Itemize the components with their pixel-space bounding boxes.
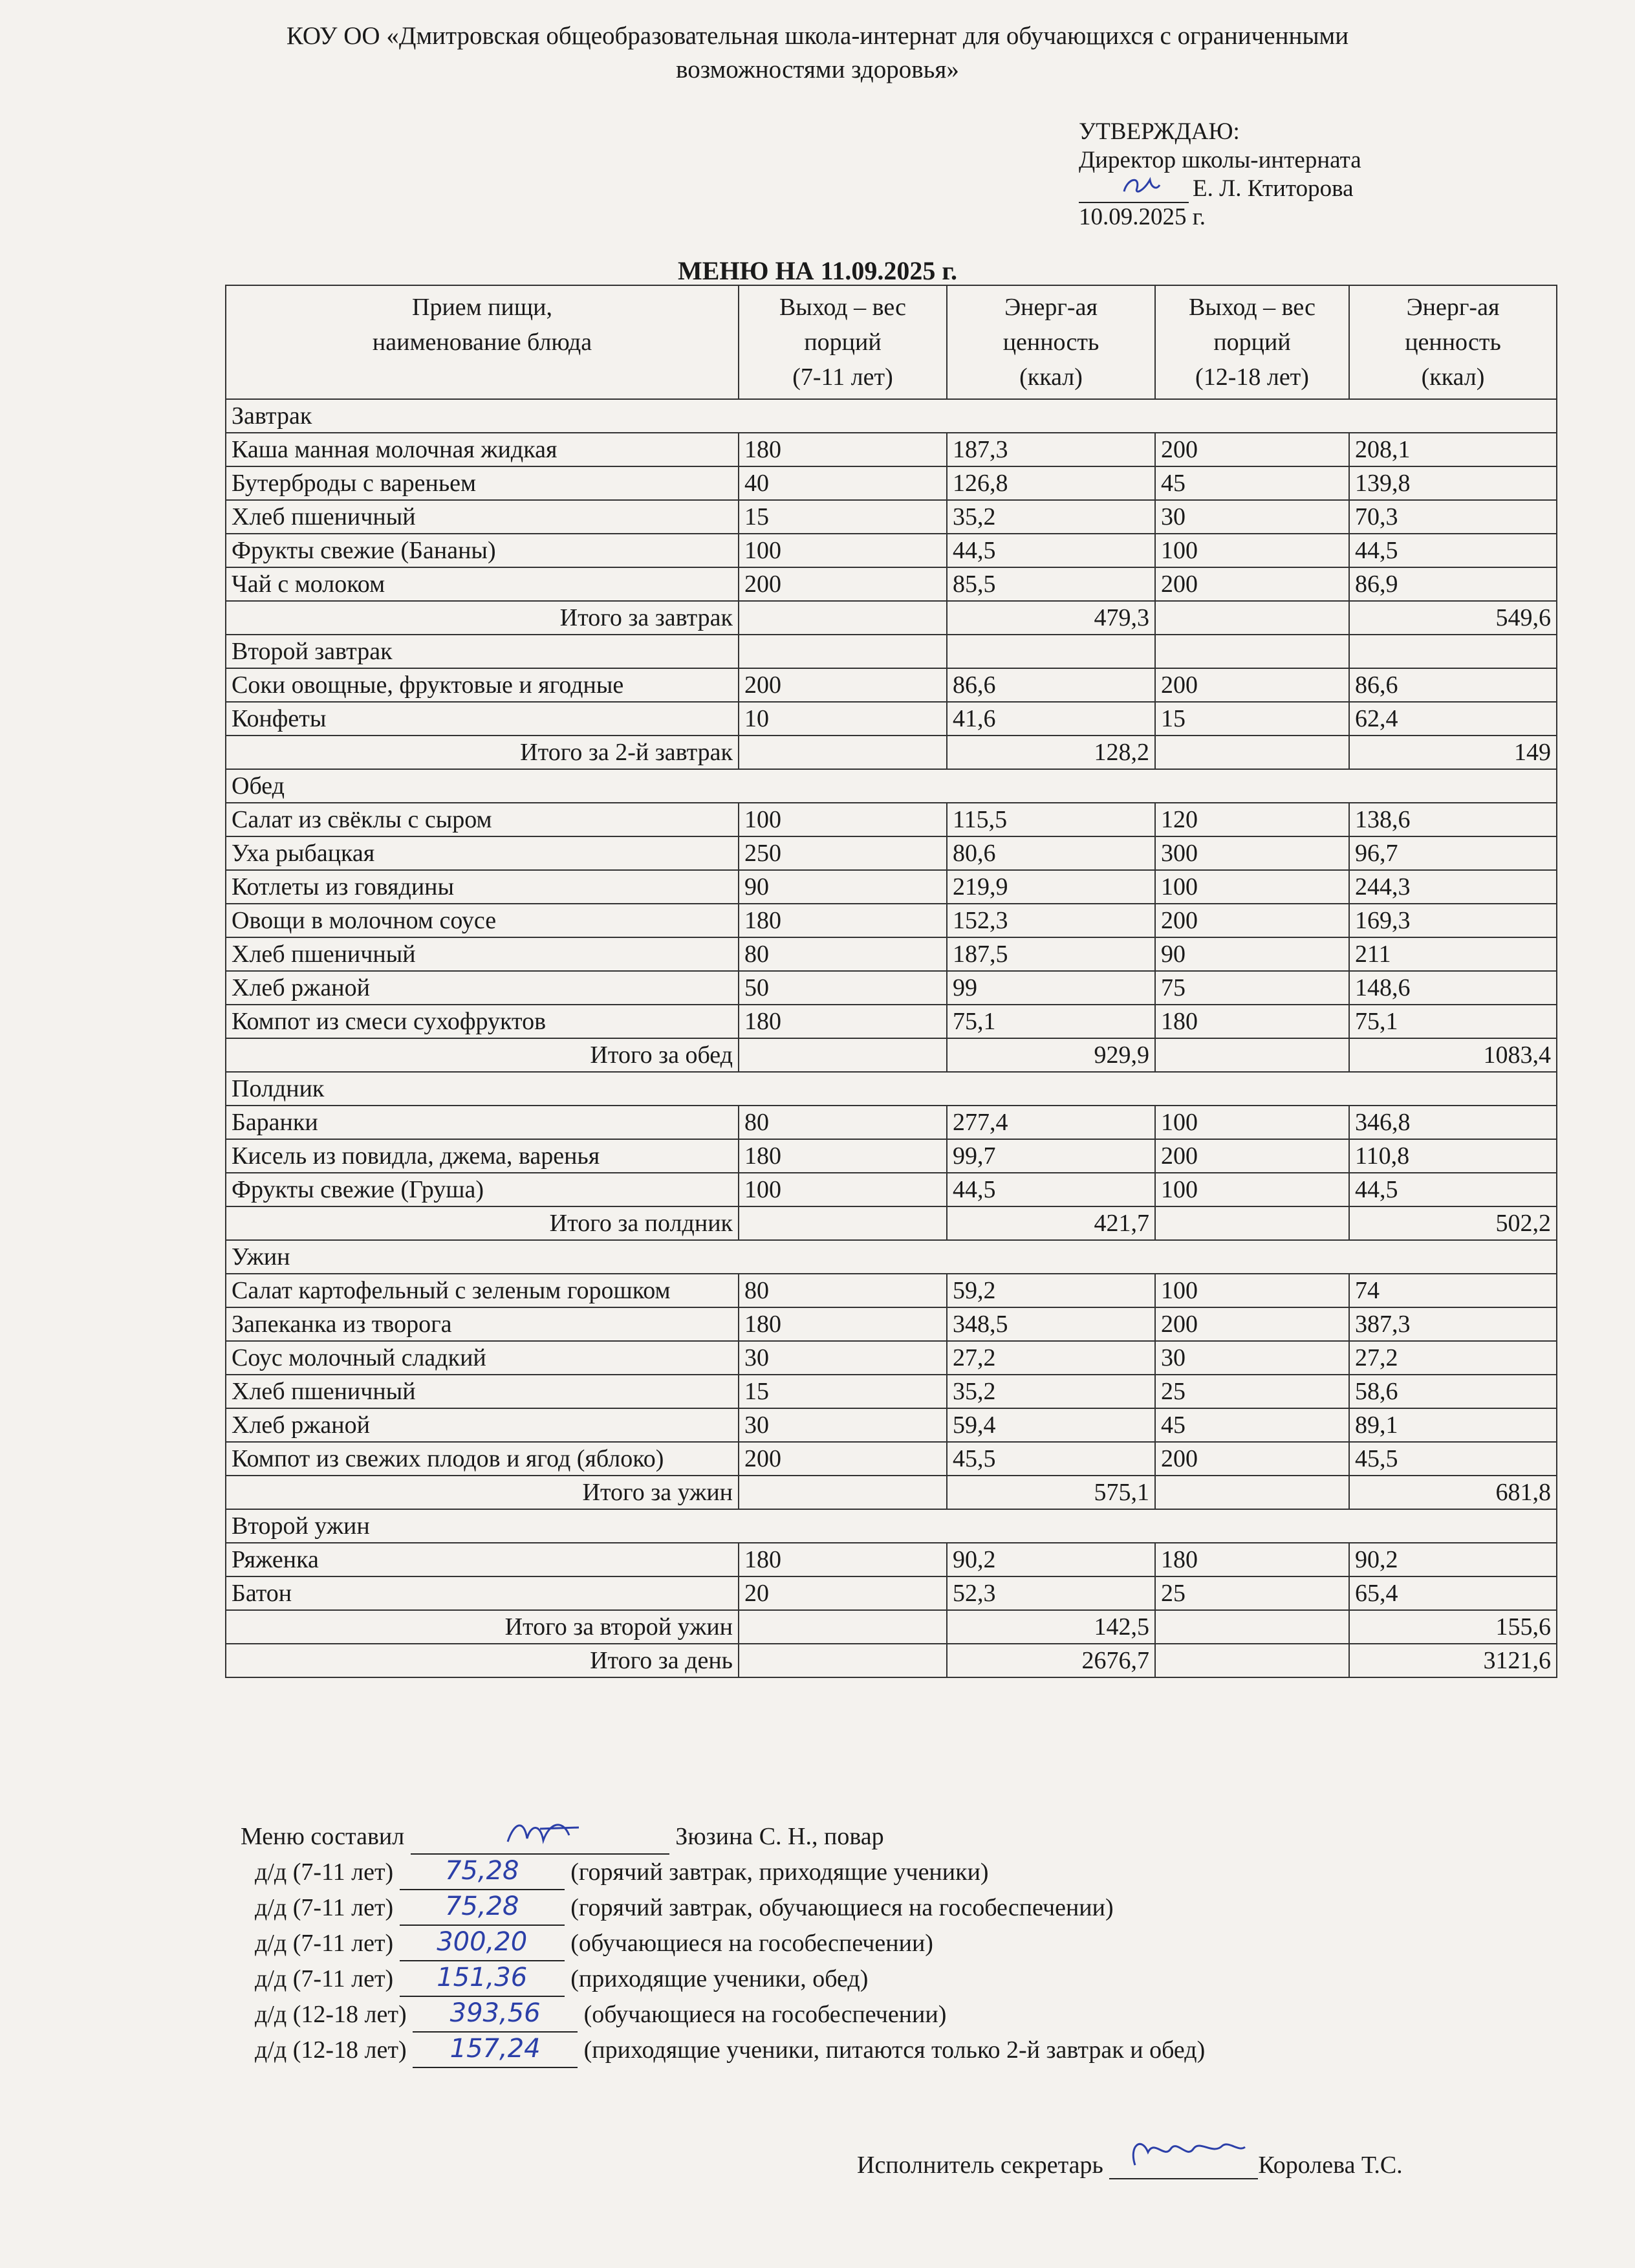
table-row [226,500,1557,534]
yield-young: 80 [739,1274,947,1307]
composer-name: Зюзина С. Н., повар [675,1823,884,1850]
daily-cost-note: (приходящие ученики, питаются только 2-й завтрак и обед) [583,2036,1206,2064]
section-title: Завтрак [226,399,1557,433]
total-energy-young: 479,3 [947,601,1155,635]
energy-old: 244,3 [1349,870,1557,904]
energy-old: 387,3 [1349,1307,1557,1341]
total-label: Итого за завтрак [226,601,739,635]
yield-young: 15 [739,1375,947,1408]
energy-young: 45,5 [947,1442,1155,1476]
daily-cost-value: 300,20 [437,1927,528,1957]
energy-old: 44,5 [1349,534,1557,567]
composer-signature [411,1827,669,1855]
dish-name: Чай с молоком [226,567,739,601]
school-header [0,19,1635,87]
daily-cost-note: (горячий завтрак, приходящие ученики) [570,1859,989,1886]
energy-young: 59,4 [947,1408,1155,1442]
empty-cell [1349,635,1557,668]
col-yield-young: Выход – вес порций (7-11 лет) [739,285,947,399]
yield-old: 100 [1155,534,1349,567]
table-row [226,1341,1557,1375]
executor-signature [1109,2152,1258,2179]
daily-cost-row [241,1997,1205,2033]
total-energy-young: 421,7 [947,1206,1155,1240]
total-label: Итого за 2-й завтрак [226,736,739,769]
energy-old: 45,5 [1349,1442,1557,1476]
section-header-row [226,635,1557,668]
energy-young: 187,5 [947,937,1155,971]
daily-cost-value: 75,28 [444,1856,519,1886]
dish-name: Запеканка из творога [226,1307,739,1341]
energy-old: 208,1 [1349,433,1557,466]
yield-old: 180 [1155,1005,1349,1038]
yield-young: 30 [739,1408,947,1442]
table-row [226,534,1557,567]
yield-young: 180 [739,1139,947,1173]
section-title: Второй завтрак [226,635,739,668]
empty-cell [1155,1610,1349,1644]
yield-old: 90 [1155,937,1349,971]
yield-young: 180 [739,1005,947,1038]
section-title: Ужин [226,1240,1557,1274]
energy-old: 75,1 [1349,1005,1557,1038]
yield-young: 30 [739,1341,947,1375]
empty-cell [1155,1206,1349,1240]
total-label: Итого за обед [226,1038,739,1072]
dish-name: Фрукты свежие (Бананы) [226,534,739,567]
energy-old: 346,8 [1349,1106,1557,1139]
yield-young: 200 [739,668,947,702]
dish-name: Кисель из повидла, джема, варенья [226,1139,739,1173]
energy-young: 41,6 [947,702,1155,736]
daily-cost-field [413,1998,578,2033]
daily-cost-value: 75,28 [444,1892,519,1921]
daily-cost-note: (обучающиеся на гособеспечении) [583,2001,947,2028]
energy-young: 99,7 [947,1139,1155,1173]
yield-young: 100 [739,803,947,836]
yield-old: 25 [1155,1375,1349,1408]
energy-old: 74 [1349,1274,1557,1307]
dish-name: Котлеты из говядины [226,870,739,904]
energy-old: 90,2 [1349,1543,1557,1576]
empty-cell [1155,601,1349,635]
energy-old: 169,3 [1349,904,1557,937]
energy-young: 27,2 [947,1341,1155,1375]
dish-name: Хлеб ржаной [226,971,739,1005]
dish-name: Уха рыбацкая [226,836,739,870]
energy-young: 59,2 [947,1274,1155,1307]
signature-scribble [1079,172,1189,198]
dish-name: Соки овощные, фруктовые и ягодные [226,668,739,702]
empty-cell [739,1610,947,1644]
school-name-line2: возможностями здоровья» [676,56,959,83]
energy-old: 138,6 [1349,803,1557,836]
dish-name: Батон [226,1576,739,1610]
energy-young: 219,9 [947,870,1155,904]
energy-young: 85,5 [947,567,1155,601]
table-row [226,1139,1557,1173]
daily-cost-label: д/д (7-11 лет) [255,1859,394,1886]
yield-old: 120 [1155,803,1349,836]
daily-cost-field [400,1963,565,1997]
yield-young: 50 [739,971,947,1005]
signature-scribble [1109,2133,1258,2172]
total-energy-young: 142,5 [947,1610,1155,1644]
table-row [226,1408,1557,1442]
total-energy-old: 502,2 [1349,1206,1557,1240]
empty-cell [739,1206,947,1240]
composer-label: Меню составил [241,1823,405,1850]
yield-old: 45 [1155,1408,1349,1442]
table-row [226,1274,1557,1307]
energy-old: 96,7 [1349,836,1557,870]
table-row [226,668,1557,702]
total-label: Итого за второй ужин [226,1610,739,1644]
energy-young: 80,6 [947,836,1155,870]
director-signature [1079,180,1189,203]
section-total-row [226,1610,1557,1644]
energy-young: 277,4 [947,1106,1155,1139]
yield-young: 200 [739,567,947,601]
dish-name: Бутерброды с вареньем [226,466,739,500]
table-row [226,904,1557,937]
energy-old: 65,4 [1349,1576,1557,1610]
yield-old: 100 [1155,1173,1349,1206]
table-row [226,1005,1557,1038]
yield-young: 180 [739,904,947,937]
table-row [226,1576,1557,1610]
daily-cost-field [400,1892,565,1926]
section-header-row [226,1240,1557,1274]
section-total-row [226,736,1557,769]
dish-name: Салат из свёклы с сыром [226,803,739,836]
table-row [226,870,1557,904]
total-energy-young: 128,2 [947,736,1155,769]
table-header-row [226,285,1557,399]
daily-cost-row [241,1926,1205,1961]
yield-young: 80 [739,1106,947,1139]
energy-young: 187,3 [947,433,1155,466]
section-header-row [226,769,1557,803]
empty-cell [739,635,947,668]
daily-cost-label: д/д (7-11 лет) [255,1894,394,1921]
energy-old: 110,8 [1349,1139,1557,1173]
dish-name: Хлеб ржаной [226,1408,739,1442]
yield-old: 100 [1155,1106,1349,1139]
empty-cell [1155,736,1349,769]
daily-cost-value: 151,36 [437,1963,528,1992]
table-row [226,1442,1557,1476]
energy-old: 139,8 [1349,466,1557,500]
yield-old: 45 [1155,466,1349,500]
empty-cell [1155,635,1349,668]
executor-row [857,2151,1403,2179]
daily-cost-note: (обучающиеся на гособеспечении) [570,1930,933,1957]
yield-old: 25 [1155,1576,1349,1610]
yield-young: 10 [739,702,947,736]
daily-cost-field [413,2034,578,2068]
total-energy-old: 155,6 [1349,1610,1557,1644]
composer-row [241,1819,1205,1855]
total-energy-young: 575,1 [947,1476,1155,1509]
yield-young: 180 [739,1307,947,1341]
section-title: Обед [226,769,1557,803]
energy-young: 35,2 [947,1375,1155,1408]
empty-cell [1155,1476,1349,1509]
yield-young: 200 [739,1442,947,1476]
energy-old: 211 [1349,937,1557,971]
approval-title: УТВЕРЖДАЮ: [1079,118,1240,145]
yield-young: 100 [739,534,947,567]
dish-name: Баранки [226,1106,739,1139]
table-row [226,1375,1557,1408]
daily-cost-field [400,1927,565,1961]
total-energy-old: 149 [1349,736,1557,769]
empty-cell [1155,1038,1349,1072]
energy-young: 99 [947,971,1155,1005]
col-dish: Прием пищи, наименование блюда [226,285,739,399]
school-name-line1: КОУ ОО «Дмитровская общеобразовательная школа-интернат для обучающихся с ограниченными [286,22,1349,50]
yield-young: 180 [739,1543,947,1576]
approval-block [1079,118,1361,232]
total-label: Итого за полдник [226,1206,739,1240]
daily-cost-label: д/д (7-11 лет) [255,1965,394,1992]
daily-cost-row [241,1961,1205,1997]
empty-cell [739,736,947,769]
dish-name: Ряженка [226,1543,739,1576]
dish-name: Хлеб пшеничный [226,1375,739,1408]
yield-old: 100 [1155,1274,1349,1307]
total-label: Итого за ужин [226,1476,739,1509]
dish-name: Хлеб пшеничный [226,500,739,534]
table-row [226,433,1557,466]
dish-name: Соус молочный сладкий [226,1341,739,1375]
daily-cost-field [400,1856,565,1890]
section-total-row [226,601,1557,635]
section-header-row [226,1509,1557,1543]
col-energy-young: Энерг-ая ценность (ккал) [947,285,1155,399]
section-total-row [226,1206,1557,1240]
yield-old: 180 [1155,1543,1349,1576]
yield-old: 200 [1155,1139,1349,1173]
dish-name: Хлеб пшеничный [226,937,739,971]
energy-young: 44,5 [947,534,1155,567]
energy-young: 52,3 [947,1576,1155,1610]
yield-young: 40 [739,466,947,500]
energy-old: 62,4 [1349,702,1557,736]
energy-old: 58,6 [1349,1375,1557,1408]
table-row [226,971,1557,1005]
yield-young: 15 [739,500,947,534]
yield-old: 200 [1155,1442,1349,1476]
dish-name: Салат картофельный с зеленым горошком [226,1274,739,1307]
energy-old: 27,2 [1349,1341,1557,1375]
daily-cost-rows [241,1855,1205,2068]
col-yield-old: Выход – вес порций (12-18 лет) [1155,285,1349,399]
daily-cost-note: (приходящие ученики, обед) [570,1965,869,1992]
table-row [226,1106,1557,1139]
table-row [226,1307,1557,1341]
energy-young: 86,6 [947,668,1155,702]
empty-cell [739,1476,947,1509]
signature-scribble [411,1816,669,1848]
approval-date: 10.09.2025 г. [1079,204,1206,230]
total-energy-young: 929,9 [947,1038,1155,1072]
empty-cell [739,1644,947,1677]
dish-name: Фрукты свежие (Груша) [226,1173,739,1206]
yield-old: 15 [1155,702,1349,736]
executor-name: Королева Т.С. [1258,2152,1403,2179]
section-header-row [226,1072,1557,1106]
day-total-row [226,1644,1557,1677]
daily-cost-label: д/д (12-18 лет) [255,2036,407,2064]
yield-old: 75 [1155,971,1349,1005]
table-row [226,1543,1557,1576]
energy-young: 152,3 [947,904,1155,937]
yield-young: 80 [739,937,947,971]
empty-cell [947,635,1155,668]
yield-young: 250 [739,836,947,870]
table-row [226,702,1557,736]
menu-title: МЕНЮ НА 11.09.2025 г. [677,256,958,285]
section-title: Второй ужин [226,1509,1557,1543]
yield-young: 90 [739,870,947,904]
section-title: Полдник [226,1072,1557,1106]
col-energy-old: Энерг-ая ценность (ккал) [1349,285,1557,399]
empty-cell [739,601,947,635]
total-energy-old: 1083,4 [1349,1038,1557,1072]
table-row [226,1173,1557,1206]
daily-cost-row [241,1890,1205,1926]
dish-name: Конфеты [226,702,739,736]
energy-young: 348,5 [947,1307,1155,1341]
day-total-energy-young: 2676,7 [947,1644,1155,1677]
energy-young: 44,5 [947,1173,1155,1206]
daily-cost-value: 393,56 [449,1998,541,2028]
energy-young: 115,5 [947,803,1155,836]
energy-old: 86,6 [1349,668,1557,702]
dish-name: Каша манная молочная жидкая [226,433,739,466]
energy-young: 90,2 [947,1543,1155,1576]
total-energy-old: 681,8 [1349,1476,1557,1509]
section-header-row [226,399,1557,433]
empty-cell [1155,1644,1349,1677]
energy-old: 89,1 [1349,1408,1557,1442]
table-row [226,836,1557,870]
yield-old: 30 [1155,1341,1349,1375]
yield-old: 200 [1155,904,1349,937]
executor-label: Исполнитель секретарь [857,2152,1103,2179]
yield-old: 30 [1155,500,1349,534]
yield-old: 100 [1155,870,1349,904]
menu-body [226,399,1557,1677]
yield-old: 300 [1155,836,1349,870]
dish-name: Овощи в молочном соусе [226,904,739,937]
dish-name: Компот из смеси сухофруктов [226,1005,739,1038]
total-energy-old: 549,6 [1349,601,1557,635]
day-total-energy-old: 3121,6 [1349,1644,1557,1677]
daily-cost-row [241,2033,1205,2068]
energy-young: 35,2 [947,500,1155,534]
yield-old: 200 [1155,1307,1349,1341]
daily-cost-label: д/д (7-11 лет) [255,1930,394,1957]
table-row [226,803,1557,836]
yield-old: 200 [1155,668,1349,702]
daily-cost-label: д/д (12-18 лет) [255,2001,407,2028]
energy-young: 75,1 [947,1005,1155,1038]
approval-position: Директор школы-интерната [1079,147,1361,173]
dish-name: Компот из свежих плодов и ягод (яблоко) [226,1442,739,1476]
yield-young: 100 [739,1173,947,1206]
empty-cell [739,1038,947,1072]
table-row [226,567,1557,601]
table-row [226,466,1557,500]
energy-old: 70,3 [1349,500,1557,534]
energy-young: 126,8 [947,466,1155,500]
yield-young: 20 [739,1576,947,1610]
section-total-row [226,1038,1557,1072]
daily-cost-row [241,1855,1205,1890]
yield-young: 180 [739,433,947,466]
energy-old: 44,5 [1349,1173,1557,1206]
section-total-row [226,1476,1557,1509]
menu-table [225,285,1557,1678]
yield-old: 200 [1155,433,1349,466]
yield-old: 200 [1155,567,1349,601]
day-total-label: Итого за день [226,1644,739,1677]
director-name: Е. Л. Ктиторова [1193,175,1354,202]
daily-cost-value: 157,24 [449,2034,541,2064]
energy-old: 148,6 [1349,971,1557,1005]
table-row [226,937,1557,971]
footer-block [241,1819,1205,2068]
energy-old: 86,9 [1349,567,1557,601]
daily-cost-note: (горячий завтрак, обучающиеся на гособеспечении) [570,1894,1114,1921]
